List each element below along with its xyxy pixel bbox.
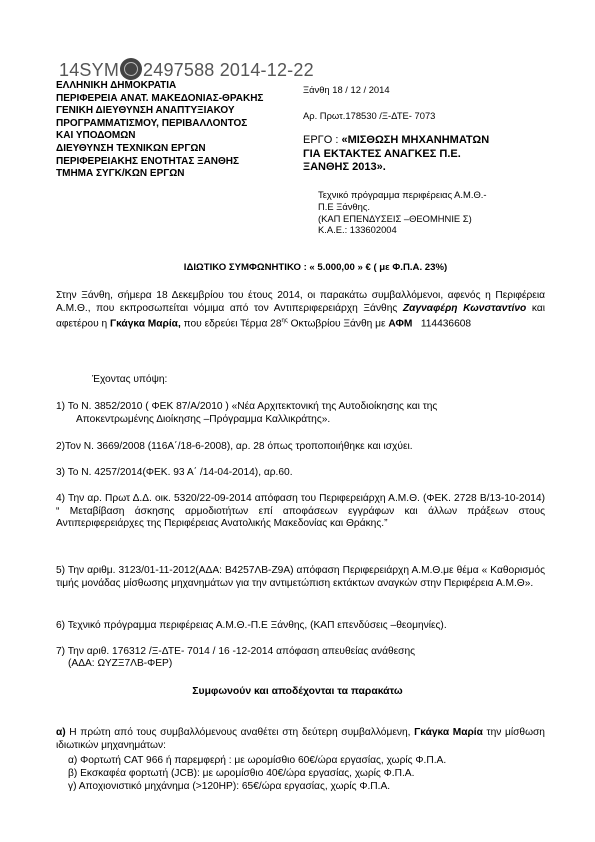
item-7: 7) Την αριθ. 176312 /Ξ-ΔΤΕ- 7014 / 16 -12-2014 απόφαση απευθείας ανάθεσης: [56, 646, 416, 657]
project-title: [303, 134, 489, 175]
project-line: «ΜΙΣΘΩΣΗ ΜΗΧΑΝΗΜΑΤΩΝ: [341, 134, 490, 146]
title-part1: ΙΔΙΩΤΙΚΟ ΣΥΜΦΩΝΗΤΙΚΟ : « 5.000,00 » € ( με: [183, 262, 390, 273]
technical-program: [318, 189, 486, 236]
item-1-cont: Αποκεντρωμένης Διοίκησης –Πρόγραμμα Καλλικράτης».: [76, 414, 331, 425]
authority-header: [56, 80, 263, 181]
header-line: ΠΕΡΙΦΕΡΕΙΑ ΑΝΑΤ. ΜΑΚΕΔΟΝΙΑΣ-ΘΡΑΚΗΣ: [56, 92, 264, 104]
header-line: ΤΜΗΜΑ ΣΥΓΚ/ΚΩΝ ΕΡΓΩΝ: [56, 168, 185, 180]
stamp-left: 14SYM: [59, 60, 120, 80]
clause-text: Η πρώτη από τους συμβαλλόμενους αναθέτει στη δεύτερη συμβαλλόμενη,: [65, 727, 415, 738]
project-line: ΞΑΝΘΗΣ 2013».: [303, 161, 386, 173]
document-title: [0, 262, 595, 273]
item-2: 2)Τον Ν. 3669/2008 (116Α΄/18-6-2008), αρ. 28 όπως τροποποιήθηκε και ισχύει.: [56, 441, 413, 452]
agreement-heading: Συμφωνούν και αποδέχονται τα παρακάτω: [192, 686, 403, 697]
contractor-name: Γκάγκα Μαρία: [414, 727, 483, 738]
ada-stamp: [59, 58, 314, 81]
protocol-number: Αρ. Πρωτ.178530 /Ξ-ΔΤΕ- 7073: [303, 110, 436, 121]
contractor-name: Γκάγκα Μαρία,: [109, 318, 181, 330]
machine-item: α) Φορτωτή CAT 966 ή παρεμφερή : με ωρομίσθιο 60€/ώρα εργασίας, χωρίς Φ.Π.Α.: [68, 755, 447, 766]
date-line: Ξάνθη 18 / 12 / 2014: [303, 84, 390, 95]
clause-label: α): [56, 727, 66, 738]
ordinal-suffix: ης: [281, 318, 288, 325]
title-part2: Φ.Π.Α. 23%): [392, 262, 448, 273]
header-line: ΕΛΛΗΝΙΚΗ ΔΗΜΟΚΡΑΤΙΑ: [56, 80, 177, 91]
intro-text: Οκτωβρίου Ξάνθη με: [287, 318, 389, 330]
intro-text: Στην Ξάνθη, σήμερα 18 Δεκεμβρίου του έτους 2014, οι παρακάτω συμβαλλόμενοι, αφενός η Περιφέρεια Α.Μ.Θ., που εκπροσωπείται νόμιμα από τον Αντιπεριφερειάρχη Ξάνθης: [56, 290, 545, 314]
machine-item: β) Εκσκαφέα φορτωτή (JCB): με ωρομίσθιο 40€/ώρα εργασίας, χωρίς Φ.Π.Α.: [68, 768, 415, 779]
having-in-view: Έχοντας υπόψη:: [92, 374, 168, 385]
intro-text: και αφετέρου η: [56, 302, 546, 330]
tech-line: Π.Ε Ξάνθης.: [318, 200, 370, 212]
tech-line: (ΚΑΠ ΕΠΕΝΔΥΣΕΙΣ –ΘΕΟΜΗΝΙΕ Σ): [318, 212, 472, 224]
header-line: ΚΑΙ ΥΠΟΔΟΜΩΝ: [56, 130, 136, 142]
item-6: 6) Τεχνικό πρόγραμμα περιφέρειας Α.Μ.Θ.-Π.Ε Ξάνθης, (ΚΑΠ επενδύσεις –θεομηνίες).: [56, 620, 447, 631]
seal-icon: [120, 58, 142, 80]
stamp-right: 2497588 2014-12-22: [143, 60, 314, 80]
project-prefix: ΕΡΓΟ :: [303, 134, 342, 146]
tech-line: Κ.Α.Ε.: 133602004: [318, 224, 397, 236]
clause-a: [56, 727, 545, 752]
item-4: 4) Την αρ. Πρωτ Δ.Δ. οικ. 5320/22-09-2014 απόφαση του Περιφερειάρχη Α.Μ.Θ. (ΦΕΚ. 2728 Β/13-10-2014) “ Μεταβίβαση άσκησης αρμοδιοτήτων επί αποφάσεων εγγράφων και άλλων πράξεων στους Αντιπεριφερειάρχες της Περιφέρειας Ανατολικής Μακεδονίας και Θράκης.”: [56, 493, 545, 530]
clause-text: την μίσθωση ιδιωτικών μηχανημάτων:: [56, 727, 545, 751]
header-line: ΠΕΡΙΦΕΡΕΙΑΚΗΣ ΕΝΟΤΗΤΑΣ ΞΑΝΘΗΣ: [56, 155, 240, 167]
item-5: 5) Την αριθμ. 3123/01-11-2012(ΑΔΑ: Β4257ΛΒ-Ζ9Α) απόφαση Περιφερειάρχη Α.Μ.Θ.με θέμα « Καθορισμός τιμής μονάδας μίσθωσης μηχανημάτων για την αντιμετώπιση εκτάκτων αναγκών στην Περιφέρεια Α.Μ.Θ».: [56, 565, 545, 589]
header-line: ΓΕΝΙΚΗ ΔΙΕΥΘΥΝΣΗ ΑΝΑΠΤΥΞΙΑΚΟΥ: [56, 105, 235, 117]
header-line: ΔΙΕΥΘΥΝΣΗ ΤΕΧΝΙΚΩΝ ΕΡΓΩΝ: [56, 142, 206, 154]
afm-number: 114436608: [420, 318, 472, 330]
item-7-cont: (ΑΔΑ: ΩΥΖΞ7ΛΒ-ΦΕΡ): [68, 658, 173, 669]
machine-item: γ) Αποχιονιστικό μηχάνημα (>120HP): 65€/ώρα εργασίας, χωρίς Φ.Π.Α.: [68, 781, 391, 792]
header-line: ΠΡΟΓΡΑΜΜΑΤΙΣΜΟΥ, ΠΕΡΙΒΑΛΛΟΝΤΟΣ: [56, 117, 248, 129]
item-3: 3) Το Ν. 4257/2014(ΦΕΚ. 93 Α΄ /14-04-2014), αρ.60.: [56, 467, 293, 478]
afm-label: ΑΦΜ: [388, 318, 413, 330]
representative-name: Ζαγναφέρη Κωνσταντίνο: [402, 302, 527, 314]
project-line: ΓΙΑ ΕΚΤΑΚΤΕΣ ΑΝΑΓΚΕΣ Π.Ε.: [303, 147, 461, 160]
item-1: 1) Το Ν. 3852/2010 ( ΦΕΚ 87/Α/2010 ) «Νέα Αρχιτεκτονική της Αυτοδιοίκησης και της: [56, 401, 438, 412]
tech-line: Τεχνικό πρόγραμμα περιφέρειας Α.Μ.Θ.-: [318, 189, 487, 200]
intro-text: που εδρεύει Τέρμα 28: [180, 318, 282, 330]
intro-paragraph: [56, 290, 545, 332]
